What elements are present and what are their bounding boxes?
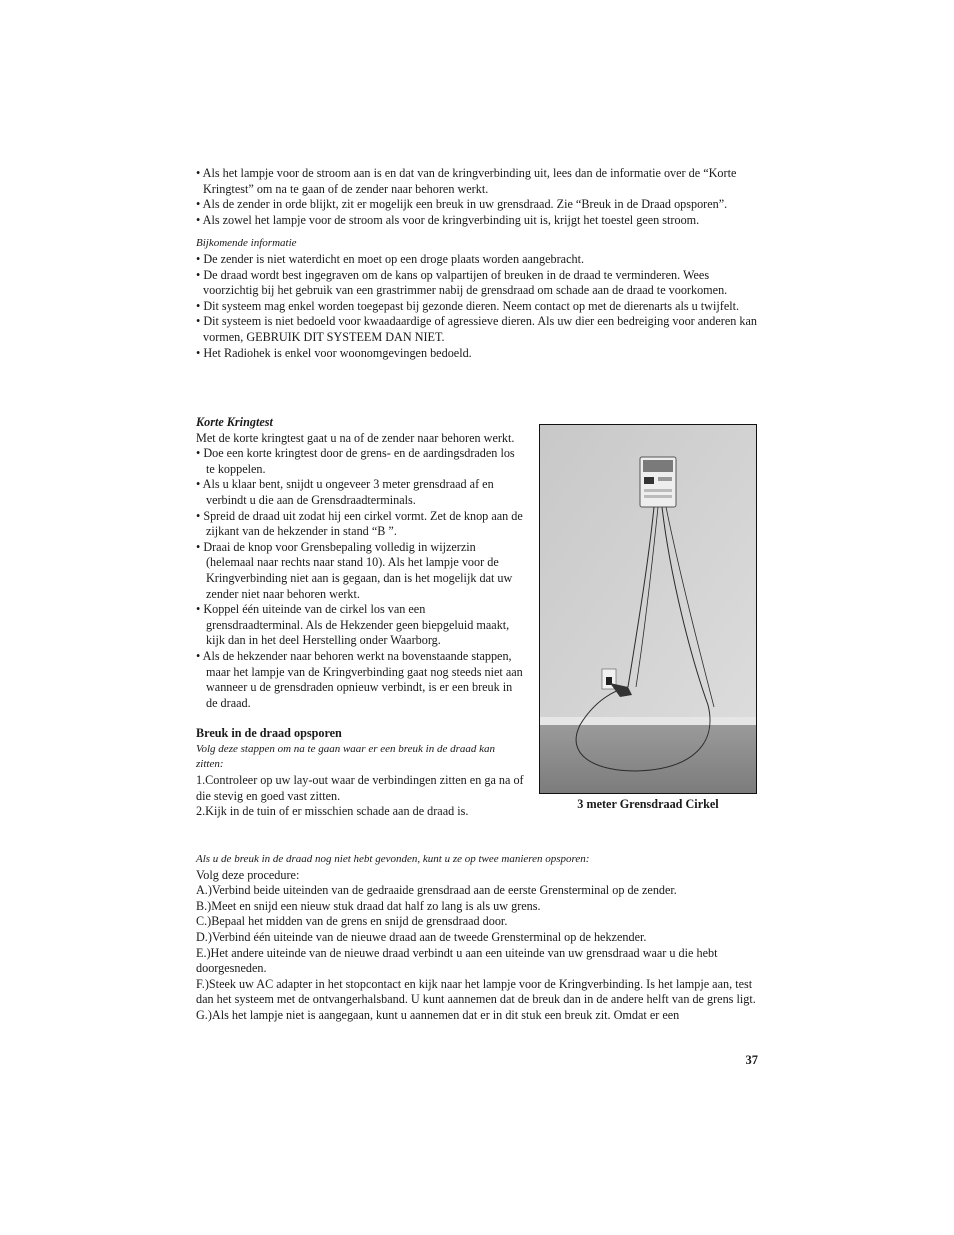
method-step: F.)Steek uw AC adapter in het stopcontact en kijk naar het lampje voor de Kringverbinding. Is het lampje aan, test dan het systeem met de ontvangerhalsband. U kunt aannemen dat de breuk dan in de andere helft van de grens ligt. bbox=[196, 976, 756, 1007]
short-test-bullet: • Als u klaar bent, snijdt u ongeveer 3 meter grensdraad af en verbindt u die aan de Grensdraadterminals. bbox=[196, 477, 494, 507]
short-test-bullet: • Koppel één uiteinde van de cirkel los van een grensdraadterminal. Als de Hekzender geen biepgeluid maakt, kijk dan in het deel Herstelling onder Waarborg. bbox=[196, 602, 510, 648]
method-step: G.)Als het lampje niet is aangegaan, kunt u aannemen dat er in dit stuk een breuk zit. Omdat er een bbox=[196, 1007, 680, 1022]
extra-info-heading: Bijkomende informatie bbox=[196, 237, 297, 250]
break-heading: Breuk in de draad opsporen bbox=[196, 726, 342, 741]
extra-info-bullet: • Het Radiohek is enkel voor woonomgevingen bedoeld. bbox=[196, 345, 472, 360]
break-step: 2.Kijk in de tuin of er misschien schade aan de draad is. bbox=[196, 804, 469, 819]
method-step: A.)Verbind beide uiteinden van de gedraaide grensdraad aan de eerste Grensterminal op de zender. bbox=[196, 883, 677, 898]
method-step: D.)Verbind één uiteinde van de nieuwe draad aan de tweede Grensterminal op de hekzender. bbox=[196, 929, 647, 944]
extra-info-bullet: • Dit systeem mag enkel worden toegepast bij gezonde dieren. Neem contact op met de dierenarts als u twijfelt. bbox=[196, 298, 740, 313]
extra-info-bullet: • Dit systeem is niet bedoeld voor kwaadaardige of agressieve dieren. Als uw dier een bedreiging voor anderen kan vormen, GEBRUIK DIT SYSTEEM DAN NIET. bbox=[196, 314, 757, 344]
break-step: 1.Controleer op uw lay-out waar de verbindingen zitten en ga na of die stevig en goed vast zitten. bbox=[196, 773, 524, 803]
short-test-column bbox=[196, 415, 524, 820]
extra-info-bullet: • De draad wordt best ingegraven om de kans op valpartijen of breuken in de draad te verminderen. Wees voorzichtig bij het gebruik van een grastrimmer nabij de grensdraad om schade aan de draad te voorkomen. bbox=[196, 267, 728, 298]
method-step: C.)Bepaal het midden van de grens en snijd de grensdraad door. bbox=[196, 914, 508, 929]
short-test-bullet: • Als de hekzender naar behoren werkt na bovenstaande stappen, maar het lampje van de Kringverbinding gaat nog steeds niet aan wanneer u de grensdraden opnieuw verbindt, is er een breuk in de draad. bbox=[196, 648, 523, 710]
short-test-heading: Korte Kringtest bbox=[196, 415, 273, 429]
wire-circle-photo bbox=[539, 424, 757, 794]
figure-caption: 3 meter Grensdraad Cirkel bbox=[577, 797, 719, 811]
method-section bbox=[196, 852, 758, 1024]
top-bullet: • Als zowel het lampje voor de stroom als voor de kringverbinding uit is, krijgt het toestel geen stroom. bbox=[196, 212, 700, 227]
method-step: E.)Het andere uiteinde van de nieuwe draad verbindt u aan een uiteinde van uw grensdraad waar u die hebt doorgesneden. bbox=[196, 945, 718, 976]
break-subheading: Volg deze stappen om na te gaan waar er een breuk in de draad kan zitten: bbox=[196, 742, 495, 771]
short-test-bullet: • Doe een korte kringtest door de grens- en de aardingsdraden los te koppelen. bbox=[196, 446, 515, 476]
top-bullet: • Als de zender in orde blijkt, zit er mogelijk een breuk in uw grensdraad. Zie “Breuk in de Draad opsporen”. bbox=[196, 197, 728, 212]
extra-info-bullet: • De zender is niet waterdicht en moet op een droge plaats worden aangebracht. bbox=[196, 251, 585, 266]
short-test-bullet: • Draai de knop voor Grensbepaling volledig in wijzerzin (helemaal naar rechts naar stand 10). Als het lampje voor de Kringverbinding niet aan is gegaan, dan is het mogelijk dat uw zender niet naar behoren werkt. bbox=[196, 539, 513, 601]
method-intro: Als u de breuk in de draad nog niet hebt gevonden, kunt u ze op twee manieren opsporen: bbox=[196, 853, 590, 865]
short-test-intro: Met de korte kringtest gaat u na of de zender naar behoren werkt. bbox=[196, 430, 515, 445]
procedure-label: Volg deze procedure: bbox=[196, 867, 300, 882]
photo-wire-circle-icon bbox=[540, 425, 756, 793]
method-step: B.)Meet en snijd een nieuw stuk draad dat half zo lang is als uw grens. bbox=[196, 898, 541, 913]
page-number: 37 bbox=[745, 1053, 758, 1067]
top-bullet: • Als het lampje voor de stroom aan is en dat van de kringverbinding uit, lees dan de informatie over de “Korte Kringtest” om na te gaan of de zender naar behoren werkt. bbox=[196, 166, 737, 196]
top-bullet-list bbox=[196, 166, 758, 361]
short-test-bullet: • Spreid de draad uit zodat hij een cirkel vormt. Zet de knop aan de zijkant van de hekzender in stand “B ”. bbox=[196, 508, 523, 539]
